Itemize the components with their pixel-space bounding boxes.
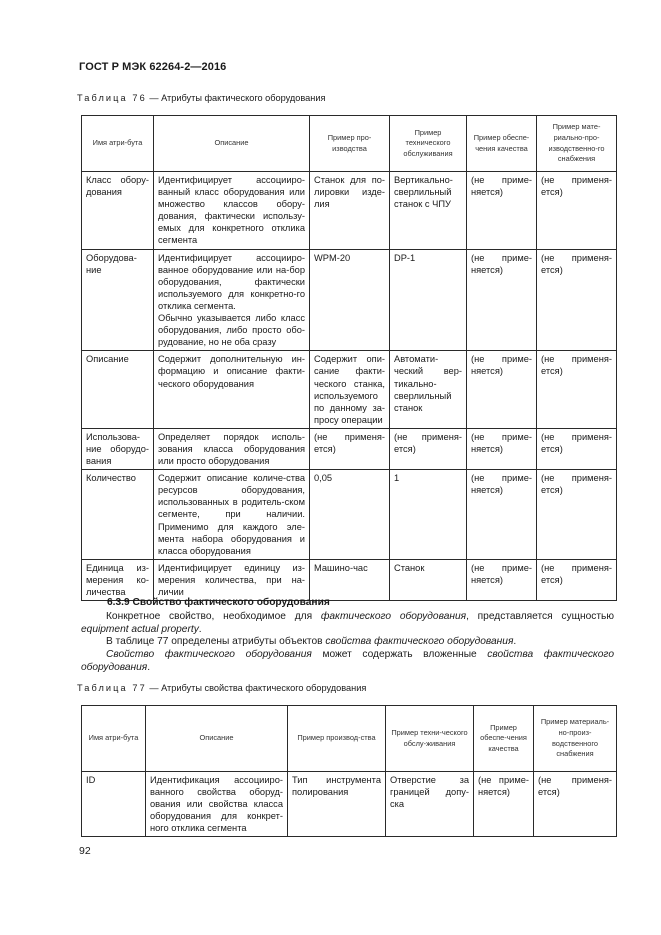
table-77-header-cell: Пример материаль-но-произ-водственного снабжения <box>534 706 617 772</box>
table-cell: Идентификация ассоцииро-ванного свойства оборуд-ования или свойства класса оборудования для конкрет-ного отклика сегмента <box>146 772 288 837</box>
table-cell: (не применя-ется) <box>537 428 617 469</box>
table-77-header-cell: Имя атри-бута <box>82 706 146 772</box>
text-run: . <box>147 662 151 674</box>
table-cell: (не приме-няется) <box>467 249 537 351</box>
table-76-caption <box>77 93 325 103</box>
term: equipment actual property <box>81 624 199 636</box>
table-cell: Содержит опи-сание факти-ческого станка, используемого по данному за-просу операции <box>310 351 390 429</box>
table-cell: (не приме-няется) <box>467 470 537 560</box>
table-76-header-row <box>82 116 617 172</box>
table-cell: Единица из-мерения ко-личества <box>82 559 154 600</box>
table-cell: ID <box>82 772 146 837</box>
term: Свойство фактического оборудования <box>106 649 312 660</box>
table-77-header-cell: Описание <box>146 706 288 772</box>
table-cell: (не приме-няется) <box>467 351 537 429</box>
text-run: В таблице 77 определены атрибуты объектов <box>106 636 326 647</box>
table-row <box>82 772 617 837</box>
table-77 <box>81 705 617 837</box>
table-cell: Отверстие за границей допу-ска <box>386 772 474 837</box>
document-header: ГОСТ Р МЭК 62264-2—2016 <box>79 61 227 73</box>
table-77-header-cell: Пример обеспе-чения качества <box>474 706 534 772</box>
table-cell: Содержит дополнительную ин-формацию и описание факти-ческого оборудования <box>154 351 310 429</box>
table-cell: (не применя-ется) <box>537 470 617 560</box>
table-cell: Машино-час <box>310 559 390 600</box>
table-76-header-cell: Пример про-изводства <box>310 116 390 172</box>
table-cell: DP-1 <box>390 249 467 351</box>
table-cell: (не применя-ется) <box>310 428 390 469</box>
table-77-caption <box>77 683 366 693</box>
table-cell: Вертикально-сверлильный станок с ЧПУ <box>390 172 467 250</box>
table-row <box>82 470 617 560</box>
table-76-title: — Атрибуты фактического оборудования <box>146 93 326 103</box>
section-title: 6.3.9 Свойство фактического оборудования <box>107 597 330 608</box>
table-row <box>82 249 617 351</box>
page-number: 92 <box>79 845 91 857</box>
table-77-header-row <box>82 706 617 772</box>
text-run: может содержать вложенные <box>311 649 488 660</box>
paragraph <box>81 610 614 636</box>
table-76-header-cell: Пример технического обслуживания <box>390 116 467 172</box>
table-cell: Идентифицирует ассоцииро-ванное оборудование или на-бор оборудования, фактически используемого для конкретно-го отклика сегмента. Обычно указывается либо класс оборудования, либо просто обо-рудование, но не оба сразу <box>154 249 310 351</box>
table-cell: (не приме-няется) <box>467 428 537 469</box>
table-row <box>82 172 617 250</box>
term: свойства фактического оборудования <box>325 636 514 647</box>
term: фактического оборудования <box>320 611 467 622</box>
table-77-header-cell: Пример техни-ческого обслу-живания <box>386 706 474 772</box>
table-cell: (не применя-ется) <box>390 428 467 469</box>
table-76-header-cell: Имя атри-бута <box>82 116 154 172</box>
table-cell: (не приме-няется) <box>467 172 537 250</box>
table-cell: Определяет порядок исполь-зования класса оборудования или просто оборудования <box>154 428 310 469</box>
term: свойства фактического оборудования <box>81 649 614 674</box>
table-cell: Идентифицирует единицу из-мерения количества, при на-личии <box>154 559 310 600</box>
paragraph <box>81 648 614 674</box>
table-cell: (не применя-ется) <box>537 249 617 351</box>
table-cell: WPM-20 <box>310 249 390 351</box>
table-cell: Тип инструмента полирования <box>288 772 386 837</box>
table-cell: Станок для по-лировки изде-лия <box>310 172 390 250</box>
table-76 <box>81 115 617 601</box>
table-cell: (не применя-ется) <box>537 559 617 600</box>
table-cell: Оборудова-ние <box>82 249 154 351</box>
table-77-header-cell: Пример производ-ства <box>288 706 386 772</box>
table-cell: Количество <box>82 470 154 560</box>
paragraph <box>81 635 614 648</box>
text-run: . <box>513 636 517 647</box>
table-cell: (не приме-няется) <box>467 559 537 600</box>
table-cell: Станок <box>390 559 467 600</box>
text-run: . <box>198 624 202 636</box>
text-run: , представляется сущностью <box>466 611 614 622</box>
table-77-label: Таблица 77 <box>77 683 147 693</box>
table-cell: (не применя-ется) <box>537 351 617 429</box>
table-row <box>82 428 617 469</box>
text-run: Конкретное свойство, необходимое для <box>106 611 321 622</box>
table-77-title: — Атрибуты свойства фактического оборудования <box>146 683 367 693</box>
table-cell: Автомати-ческий вер-тикально-сверлильный станок <box>390 351 467 429</box>
table-cell: 1 <box>390 470 467 560</box>
table-row <box>82 351 617 429</box>
table-76-header-cell: Описание <box>154 116 310 172</box>
table-row <box>82 559 617 600</box>
table-76-label: Таблица 76 <box>77 93 147 103</box>
table-76-header-cell: Пример мате-риально-про-изводственно-го снабжения <box>537 116 617 172</box>
table-cell: Использова-ние оборудо-вания <box>82 428 154 469</box>
table-76-header-cell: Пример обеспе-чения качества <box>467 116 537 172</box>
table-cell: Содержит описание количе-ства ресурсов оборудования, использованных в родитель-ском сегменте, при наличии. Применимо для каждого эле-мента набора оборудования и класса оборудования <box>154 470 310 560</box>
table-cell: (не применя-ется) <box>537 172 617 250</box>
table-cell: 0,05 <box>310 470 390 560</box>
table-cell: Описание <box>82 351 154 429</box>
table-cell: Идентифицирует ассоцииро-ванный класс оборудования или множество классов обору-дования, фактически использу-емых для конкретного отклика сегмента <box>154 172 310 250</box>
table-cell: (не приме-няется) <box>474 772 534 837</box>
table-cell: (не применя-ется) <box>534 772 617 837</box>
table-cell: Класс обору-дования <box>82 172 154 250</box>
